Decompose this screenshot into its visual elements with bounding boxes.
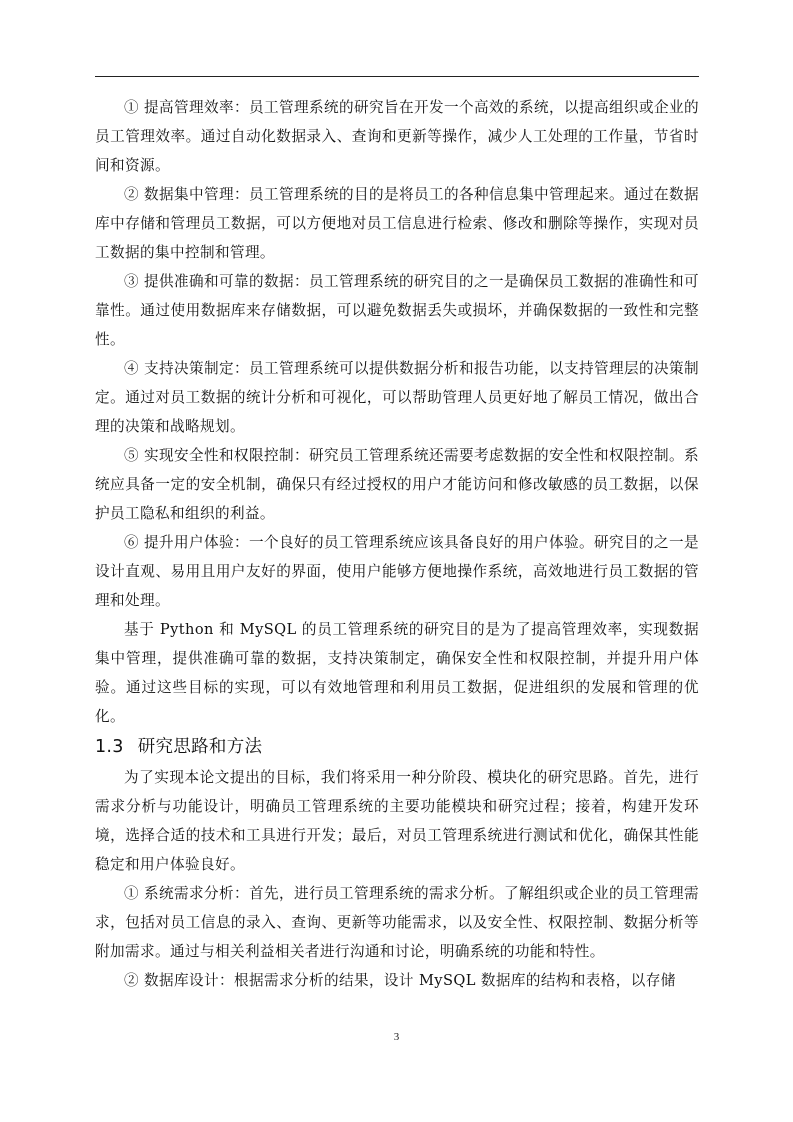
- section-title: 研究思路和方法: [137, 737, 263, 757]
- paragraph-goal-summary: 基于 Python 和 MySQL 的员工管理系统的研究目的是为了提高管理效率，实现数据集中管理，提供准确可靠的数据，支持决策制定，确保安全性和权限控制，并提升用户体验。通过这些目标的实现，可以有效地管理和利用员工数据，促进组织的发展和管理的优化。: [95, 621, 699, 725]
- paragraph-goal-5: ⑤ 实现安全性和权限控制：研究员工管理系统还需要考虑数据的安全性和权限控制。系统应具备一定的安全机制，确保只有经过授权的用户才能访问和修改敏感的员工数据，以保护员工隐私和组织的利益。: [95, 447, 699, 522]
- paragraph-goal-6: ⑥ 提升用户体验：一个良好的员工管理系统应该具备良好的用户体验。研究目的之一是设计直观、易用且用户友好的界面，使用户能够方便地操作系统，高效地进行员工数据的管理和处理。: [95, 534, 699, 609]
- paragraph-step-2: ② 数据库设计：根据需求分析的结果，设计 MySQL 数据库的结构和表格，以存储: [124, 972, 676, 989]
- page-body: [95, 93, 699, 995]
- section-heading: [95, 731, 699, 763]
- page-number: 3: [393, 1031, 400, 1043]
- paragraph-goal-2: ② 数据集中管理：员工管理系统的目的是将员工的各种信息集中管理起来。通过在数据库中存储和管理员工数据，可以方便地对员工信息进行检索、修改和删除等操作，实现对员工数据的集中控制和管理。: [95, 186, 699, 261]
- header-rule: [95, 76, 699, 77]
- section-number: 1.3: [95, 737, 124, 757]
- paragraph-goal-1: ① 提高管理效率：员工管理系统的研究旨在开发一个高效的系统，以提高组织或企业的员工管理效率。通过自动化数据录入、查询和更新等操作，减少人工处理的工作量，节省时间和资源。: [95, 99, 699, 174]
- paragraph-approach-intro: 为了实现本论文提出的目标，我们将采用一种分阶段、模块化的研究思路。首先，进行需求分析与功能设计，明确员工管理系统的主要功能模块和研究过程；接着，构建开发环境，选择合适的技术和工具进行开发；最后，对员工管理系统进行测试和优化，确保其性能稳定和用户体验良好。: [95, 769, 699, 873]
- paragraph-step-1: ① 系统需求分析：首先，进行员工管理系统的需求分析。了解组织或企业的员工管理需求，包括对员工信息的录入、查询、更新等功能需求，以及安全性、权限控制、数据分析等附加需求。通过与相关利益相关者进行沟通和讨论，明确系统的功能和特性。: [95, 885, 699, 960]
- paragraph-goal-4: ④ 支持决策制定：员工管理系统可以提供数据分析和报告功能，以支持管理层的决策制定。通过对员工数据的统计分析和可视化，可以帮助管理人员更好地了解员工情况，做出合理的决策和战略规划。: [95, 360, 699, 435]
- paragraph-goal-3: ③ 提供准确和可靠的数据：员工管理系统的研究目的之一是确保员工数据的准确性和可靠性。通过使用数据库来存储数据，可以避免数据丢失或损坏，并确保数据的一致性和完整性。: [95, 273, 699, 348]
